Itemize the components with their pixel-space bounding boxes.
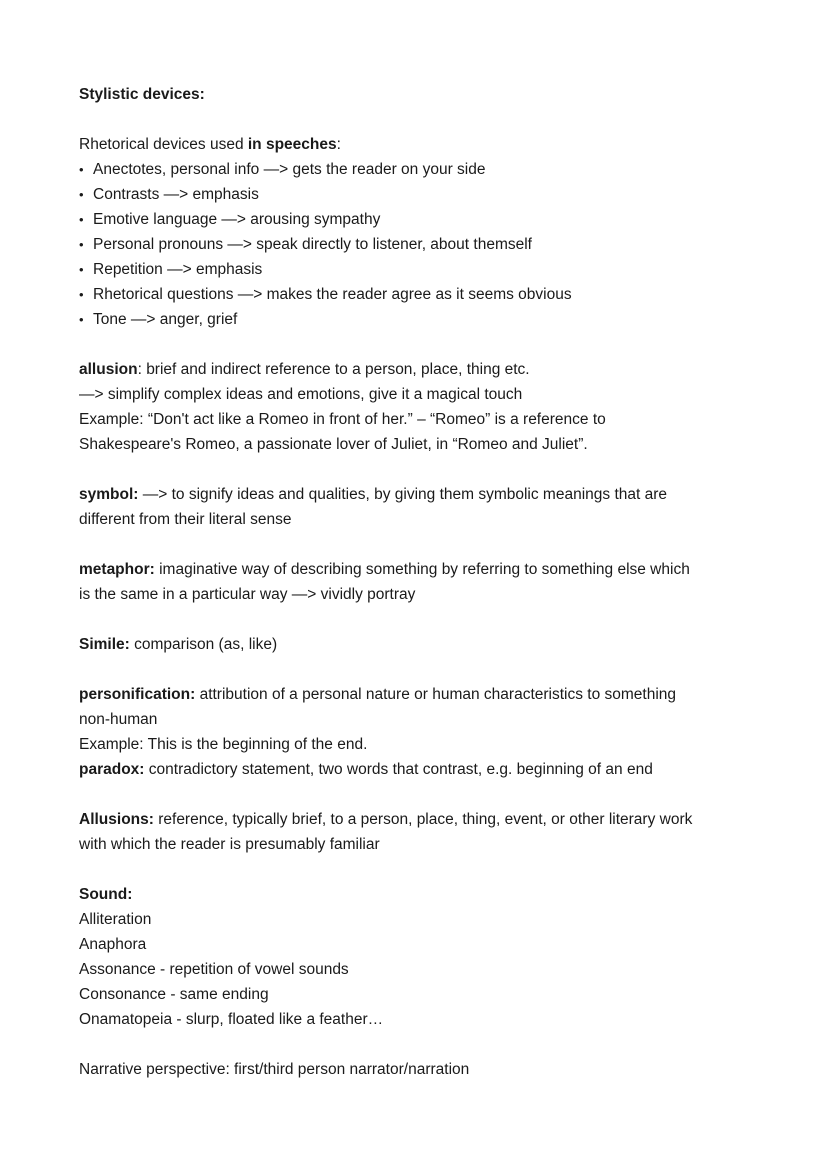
list-item: Assonance - repetition of vowel sounds	[79, 961, 349, 978]
spacer	[79, 657, 768, 682]
metaphor-definition	[79, 557, 768, 582]
list-item: Consonance - same ending	[79, 986, 269, 1003]
narrative-perspective: Narrative perspective: first/third person narrator/narration	[79, 1061, 470, 1078]
spacer	[79, 782, 768, 807]
list-item: • Repetition —> emphasis	[79, 257, 768, 282]
simile-term: Simile:	[79, 636, 130, 653]
metaphor-def: imaginative way of describing something by referring to something else which	[154, 561, 690, 578]
speeches-intro-prefix: Rhetorical devices used	[79, 136, 248, 153]
speeches-list	[79, 157, 768, 332]
spacer	[79, 332, 768, 357]
list-item: • Tone —> anger, grief	[79, 307, 768, 332]
allusion-line-4: Shakespeare's Romeo, a passionate lover of Juliet, in “Romeo and Juliet”.	[79, 436, 588, 453]
symbol-definition	[79, 482, 768, 507]
allusion-definition	[79, 357, 768, 382]
spacer	[79, 857, 768, 882]
allusions-term: Allusions:	[79, 811, 154, 828]
list-item: Onamatopeia - slurp, floated like a feather…	[79, 1011, 384, 1028]
symbol-term: symbol:	[79, 486, 139, 503]
spacer	[79, 1032, 768, 1057]
list-item: • Anectotes, personal info —> gets the reader on your side	[79, 157, 768, 182]
sound-heading: Sound:	[79, 886, 133, 903]
list-item: • Rhetorical questions —> makes the reader agree as it seems obvious	[79, 282, 768, 307]
allusion-line-2: —> simplify complex ideas and emotions, give it a magical touch	[79, 386, 523, 403]
spacer	[79, 107, 768, 132]
simile-def: comparison (as, like)	[129, 636, 278, 653]
list-item: Alliteration	[79, 911, 152, 928]
paradox-definition	[79, 757, 768, 782]
personification-def: attribution of a personal nature or human characteristics to something	[195, 686, 677, 703]
allusions-def: reference, typically brief, to a person, place, thing, event, or other literary work	[153, 811, 693, 828]
symbol-def: —> to signify ideas and qualities, by giving them symbolic meanings that are	[138, 486, 668, 503]
allusion-def: : brief and indirect reference to a person, place, thing etc.	[137, 361, 530, 378]
list-item: • Personal pronouns —> speak directly to listener, about themself	[79, 232, 768, 257]
speeches-intro-bold: in speeches	[247, 136, 337, 153]
allusion-term: allusion	[79, 361, 138, 378]
paradox-def: contradictory statement, two words that contrast, e.g. beginning of an end	[144, 761, 653, 778]
page-title: Stylistic devices:	[79, 86, 205, 103]
list-item: • Contrasts —> emphasis	[79, 182, 768, 207]
spacer	[79, 457, 768, 482]
personification-line-2: non-human	[79, 711, 158, 728]
simile-definition	[79, 632, 768, 657]
personification-line-3: Example: This is the beginning of the end.	[79, 736, 368, 753]
metaphor-line-2: is the same in a particular way —> vividly portray	[79, 586, 416, 603]
personification-definition	[79, 682, 768, 707]
list-item: • Emotive language —> arousing sympathy	[79, 207, 768, 232]
list-item: Anaphora	[79, 936, 147, 953]
symbol-line-2: different from their literal sense	[79, 511, 292, 528]
personification-term: personification:	[79, 686, 196, 703]
speeches-intro	[79, 132, 768, 157]
spacer	[79, 532, 768, 557]
metaphor-term: metaphor:	[79, 561, 155, 578]
allusions-definition	[79, 807, 768, 832]
allusion-line-3: Example: “Don't act like a Romeo in front of her.” – “Romeo” is a reference to	[79, 411, 606, 428]
paradox-term: paradox:	[79, 761, 145, 778]
speeches-intro-suffix: :	[336, 136, 341, 153]
spacer	[79, 607, 768, 632]
allusions-line-2: with which the reader is presumably familiar	[79, 836, 380, 853]
